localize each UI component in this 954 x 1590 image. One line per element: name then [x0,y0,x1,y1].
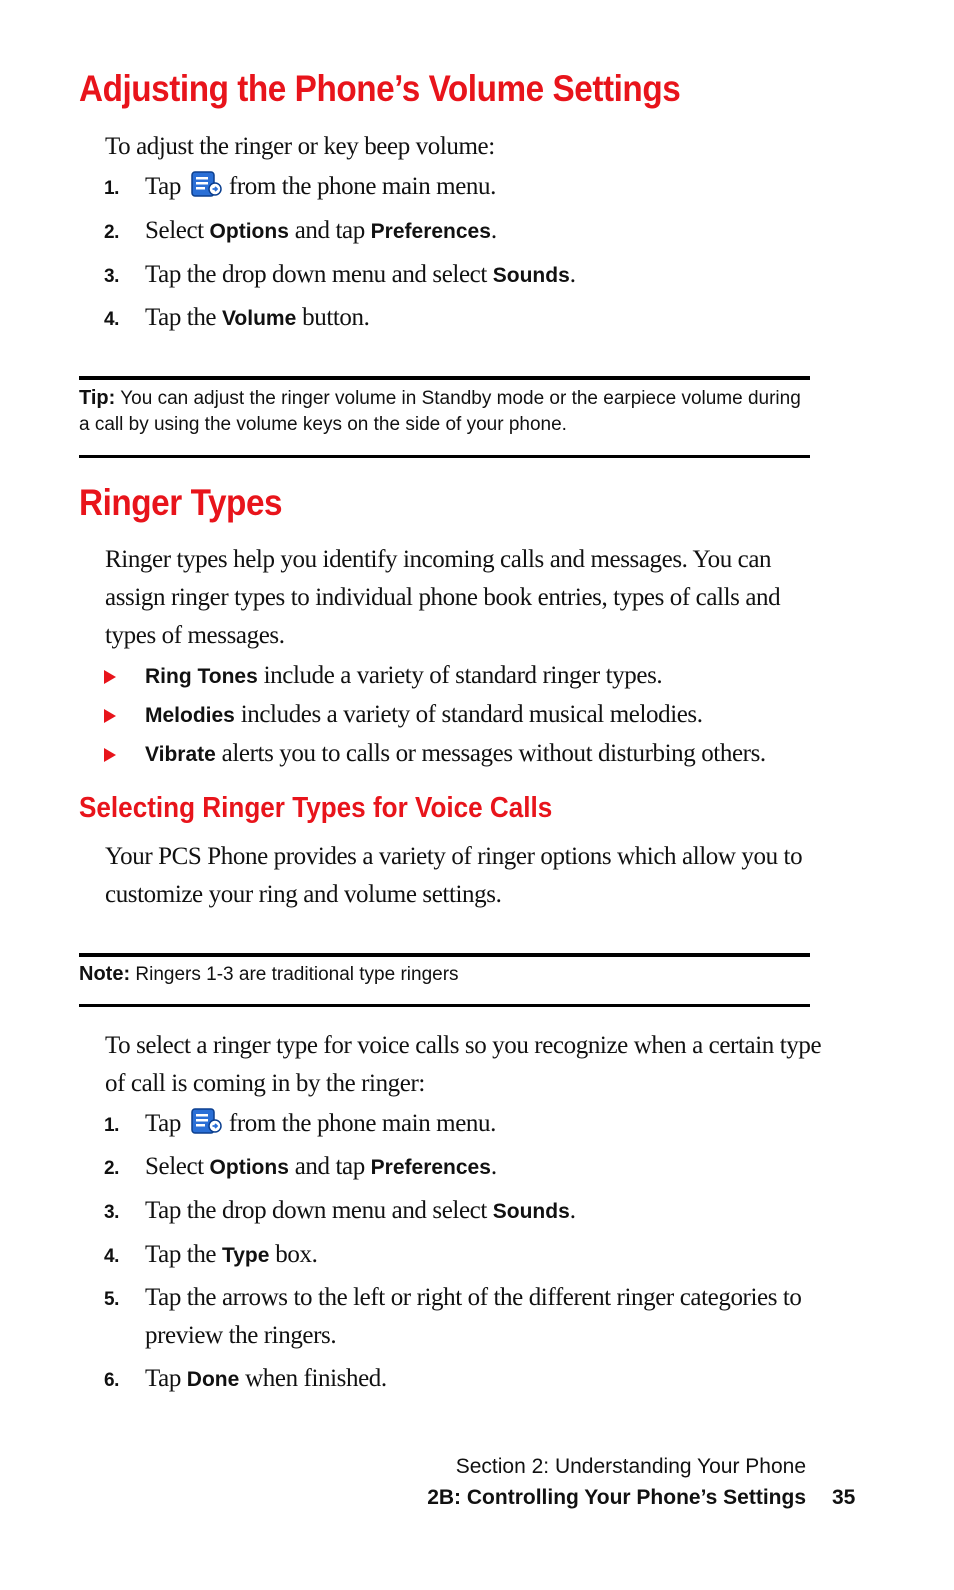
tip-callout: Tip: You can adjust the ringer volume in Standby mode or the earpiece volume during a call by using the volume keys on the side of your phone. [79,387,801,435]
step-number: 4. [104,309,120,330]
ringer-types-heading: Ringer Types [79,482,283,523]
bullet-arrow-icon [104,670,116,684]
volume-keyword: Volume [221,307,297,330]
preferences-keyword: Preferences [370,220,491,243]
tip-top-rule [79,376,810,380]
menu-app-icon [189,170,223,200]
step-number: 6. [104,1370,120,1391]
type-keyword: Type [221,1244,270,1267]
tip-label: Tip: [79,387,116,409]
footer-chapter: 2B: Controlling Your Phone’s Settings [427,1486,806,1509]
voice-calls-intro-2: To select a ringer type for voice calls so you recognize when a certain type of call is coming in by the ringer: [105,1032,822,1097]
step-number: 2. [104,222,120,243]
menu-app-icon [189,1107,223,1137]
note-callout: Note: Ringers 1-3 are traditional type ringers [79,963,459,985]
note-bottom-rule [79,1004,810,1007]
step-number: 2. [104,1158,120,1179]
page-title: Adjusting the Phone’s Volume Settings [79,68,681,109]
step-number: 5. [104,1289,120,1310]
note-top-rule [79,953,810,957]
sounds-keyword: Sounds [492,1200,570,1223]
sounds-keyword: Sounds [492,264,570,287]
step-number: 3. [104,266,120,287]
footer-section: Section 2: Understanding Your Phone [455,1455,806,1478]
step-number: 3. [104,1202,120,1223]
bullet-arrow-icon [104,748,116,762]
voice-calls-subheading: Selecting Ringer Types for Voice Calls [79,792,553,824]
bullet-arrow-icon [104,709,116,723]
options-keyword: Options [209,1156,289,1179]
preferences-keyword: Preferences [370,1156,491,1179]
options-keyword: Options [209,220,289,243]
tip-bottom-rule [79,455,810,458]
step-number: 1. [104,178,120,199]
volume-intro: To adjust the ringer or key beep volume: [105,133,495,160]
page-number: 35 [832,1486,856,1509]
voice-calls-intro: Your PCS Phone provides a variety of ringer options which allow you to customize your ring and volume settings. [105,843,803,908]
step-number: 4. [104,1246,120,1267]
ringer-types-intro: Ringer types help you identify incoming calls and messages. You can assign ringer types to individual phone book entries, types of calls and types of messages. [105,546,781,649]
step-number: 1. [104,1115,120,1136]
note-label: Note: [79,963,131,985]
done-keyword: Done [186,1368,240,1391]
